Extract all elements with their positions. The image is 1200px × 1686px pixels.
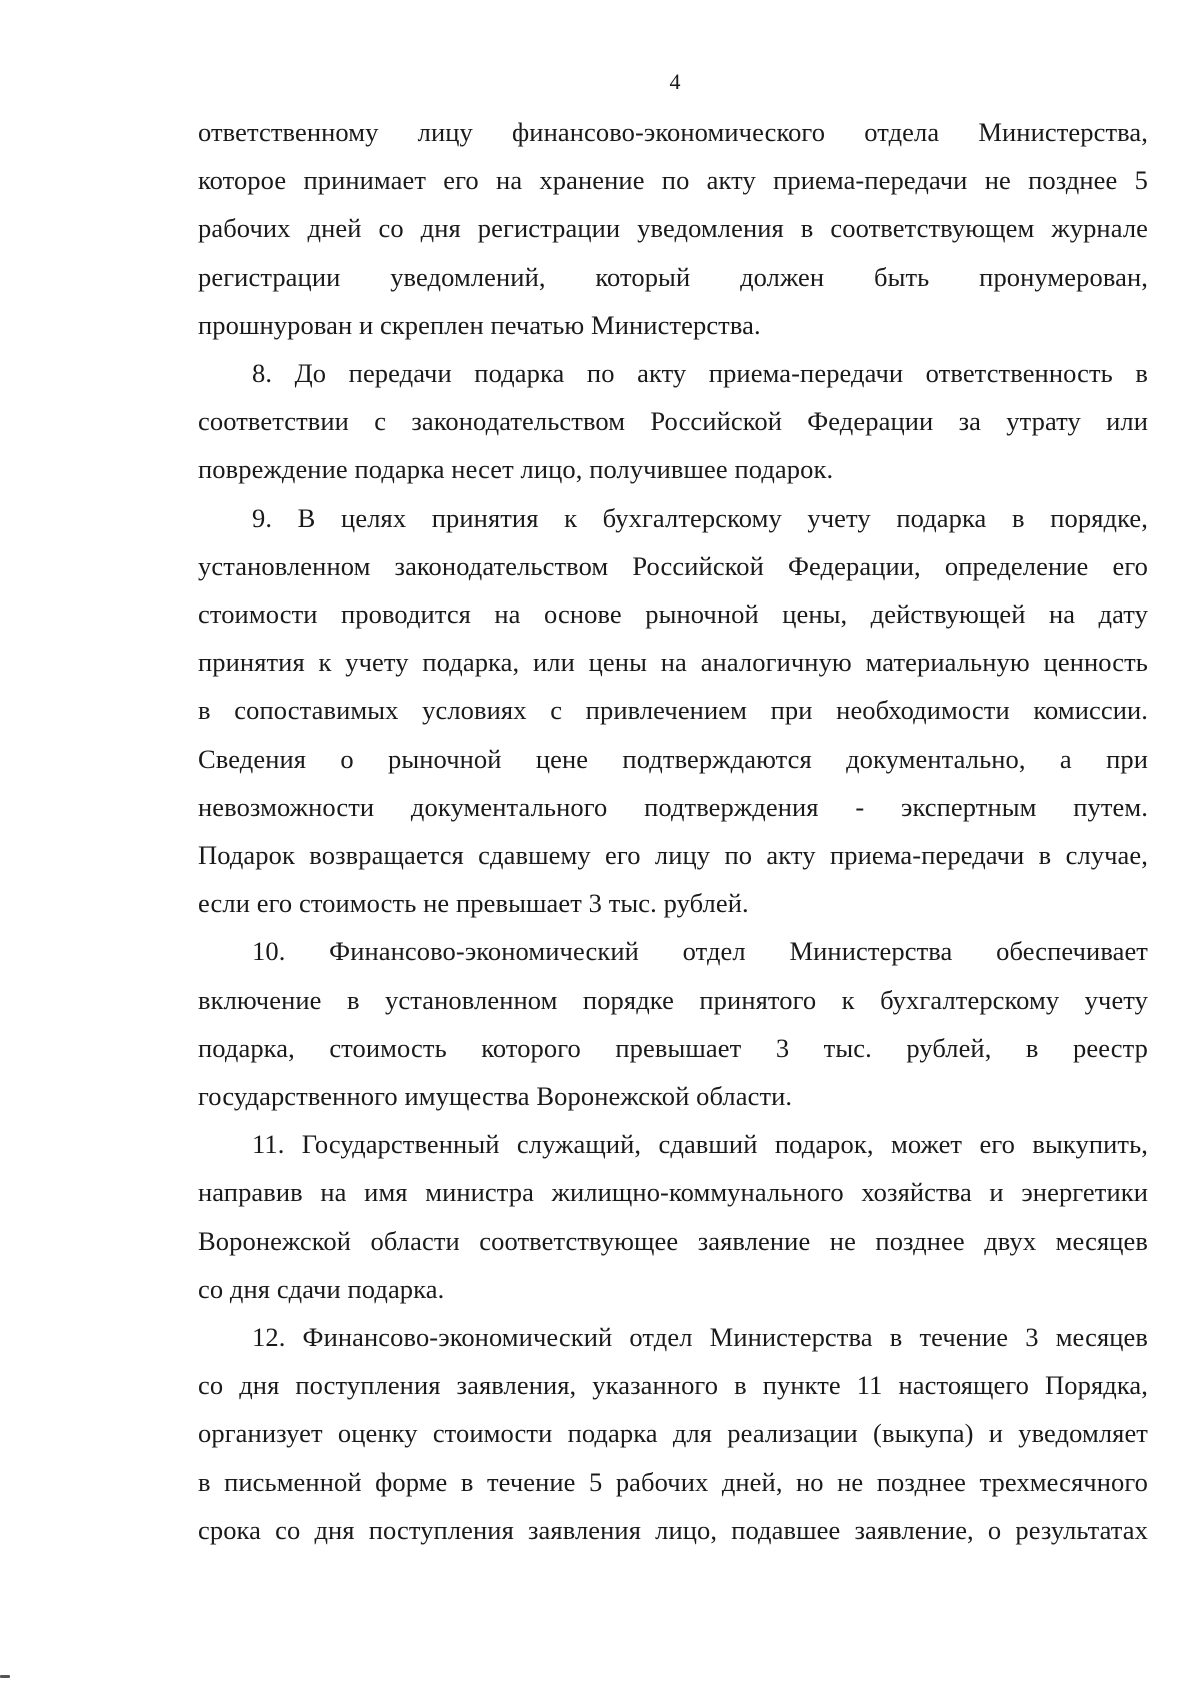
document-body xyxy=(198,108,1148,1554)
text-line: соответствии с законодательством Российской Федерации за утрату или xyxy=(198,406,1148,437)
text-line: 10. Финансово-экономический отдел Министерства обеспечивает xyxy=(252,936,1148,967)
text-line: ответственному лицу финансово-экономического отдела Министерства, xyxy=(198,117,1148,147)
text-line: Воронежской области соответствующее заявление не позднее двух месяцев xyxy=(198,1225,1148,1256)
text-line: со дня сдачи подарка. xyxy=(198,1273,445,1304)
paragraph-p8 xyxy=(198,349,1148,494)
paragraph-p12 xyxy=(198,1313,1148,1554)
text-line: в сопоставимых условиях с привлечением при необходимости комиссии. xyxy=(198,695,1148,726)
page-number: 4 xyxy=(669,69,681,94)
text-line: регистрации уведомлений, который должен быть пронумерован, xyxy=(198,261,1148,292)
text-line: в письменной форме в течение 5 рабочих дней, но не позднее трехмесячного xyxy=(198,1466,1148,1497)
text-line: повреждение подарка несет лицо, получившее подарок. xyxy=(198,454,834,485)
text-line: установленном законодательством Российской Федерации, определение его xyxy=(198,550,1148,581)
text-line: рабочих дней со дня регистрации уведомления в соответствующем журнале xyxy=(198,213,1148,244)
text-line: организует оценку стоимости подарка для реализации (выкупа) и уведомляет xyxy=(198,1418,1148,1449)
text-line: принятия к учету подарка, или цены на аналогичную материальную ценность xyxy=(198,647,1148,678)
paragraph-p9 xyxy=(198,494,1148,928)
text-line: Сведения о рыночной цене подтверждаются документально, а при xyxy=(198,743,1148,774)
text-line: если его стоимость не превышает 3 тыс. рублей. xyxy=(198,888,749,919)
text-line: прошнурован и скреплен печатью Министерства. xyxy=(198,309,761,340)
paragraph-p-cont xyxy=(198,108,1148,349)
paragraph-p10 xyxy=(198,927,1148,1120)
text-line: включение в установленном порядке принятого к бухгалтерскому учету xyxy=(198,984,1148,1015)
text-line: подарка, стоимость которого превышает 3 тыс. рублей, в реестр xyxy=(198,1032,1148,1063)
text-line: со дня поступления заявления, указанного в пункте 11 настоящего Порядка, xyxy=(198,1370,1148,1401)
paragraph-p11 xyxy=(198,1120,1148,1313)
text-line: Подарок возвращается сдавшему его лицу по акту приема-передачи в случае, xyxy=(198,840,1148,871)
text-line: срока со дня поступления заявления лицо, подавшее заявление, о результатах xyxy=(198,1514,1148,1545)
text-line: невозможности документального подтверждения - экспертным путем. xyxy=(198,791,1148,822)
text-line: стоимости проводится на основе рыночной цены, действующей на дату xyxy=(198,599,1148,630)
text-line: государственного имущества Воронежской области. xyxy=(198,1081,793,1112)
text-line: направив на имя министра жилищно-коммунального хозяйства и энергетики xyxy=(198,1177,1148,1208)
scan-artifact-mark xyxy=(0,1675,10,1678)
text-line: 9. В целях принятия к бухгалтерскому учету подарка в порядке, xyxy=(252,502,1148,533)
text-line: 8. До передачи подарка по акту приема-передачи ответственность в xyxy=(252,358,1148,389)
text-line: 11. Государственный служащий, сдавший подарок, может его выкупить, xyxy=(252,1129,1148,1160)
text-line: которое принимает его на хранение по акту приема-передачи не позднее 5 xyxy=(198,165,1148,196)
text-line: 12. Финансово-экономический отдел Министерства в течение 3 месяцев xyxy=(252,1322,1148,1353)
